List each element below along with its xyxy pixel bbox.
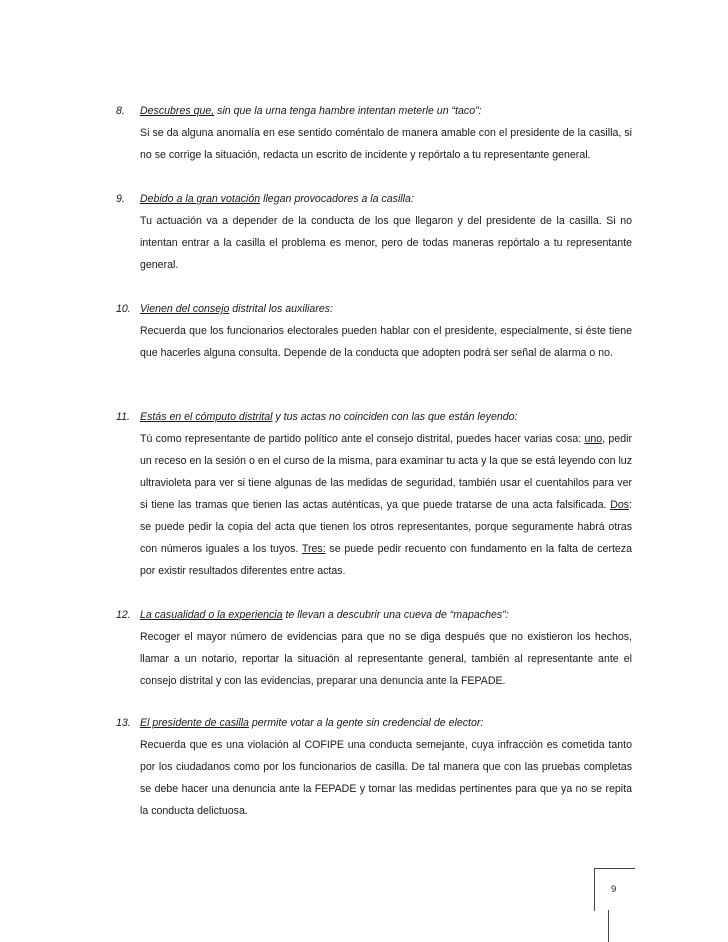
item-heading-rest: llegan provocadores a la casilla: (260, 193, 414, 205)
item-heading (116, 410, 632, 424)
item-body: Recoger el mayor número de evidencias para que no se diga después que no existieron los hechos, llamar a un notario, reportar la situación al representante general, también al representante ante el consejo distrital y con las evidencias, preparar una denuncia ante la FEPADE. (140, 631, 632, 687)
item-body (140, 428, 632, 582)
item-heading-underlined: Debido a la gran votación (140, 193, 261, 205)
item-heading (116, 104, 632, 118)
item-heading-rest: y tus actas no coinciden con las que están leyendo: (272, 411, 518, 423)
keyword-underlined: uno (584, 433, 603, 445)
item-heading (116, 302, 632, 316)
keyword-underlined: Tres: (301, 543, 326, 555)
item-number: 11. (116, 411, 130, 423)
item-heading-underlined: Estás en el cómputo distrital (140, 411, 273, 423)
list-item (116, 716, 632, 822)
item-number: 10. (116, 303, 131, 315)
body-text: se puede pedir recuento con fundamento en la falta de certeza por existir resultados diferentes entre actas. (140, 543, 632, 577)
body-text: , pedir un receso en la sesión o en el curso de la misma, para examinar tu acta y la que se está leyendo con luz ultravioleta para ver si tiene algunas de las medidas de seguridad, también usar el cuentahilos para ver si tiene las tramas que tienen las actas auténticas, ya que puede tratarse de una acta falsificada. (140, 433, 632, 511)
item-heading-underlined: Vienen del consejo (140, 303, 230, 315)
item-heading (116, 608, 632, 622)
page-number: 9 (611, 884, 617, 895)
page-number-rule (608, 910, 609, 942)
item-number: 12. (116, 609, 131, 621)
item-heading-rest: distrital los auxiliares: (229, 303, 333, 315)
body-text: : se puede pedir la copia del acta que tienen los otros representantes, porque seguramente habrá otras con números iguales a los tuyos. (140, 499, 632, 555)
item-heading (116, 716, 632, 730)
item-heading (116, 192, 632, 206)
item-heading-rest: permite votar a la gente sin credencial de elector: (248, 717, 484, 729)
item-heading-underlined: Descubres que, (140, 105, 215, 117)
item-body: Recuerda que es una violación al COFIPE una conducta semejante, cuya infracción es cometida tanto por los ciudadanos como por los funcionarios de casilla. De tal manera que con las pruebas completas se debe hacer una denuncia ante la FEPADE y tomar las medidas pertinentes para que ya no se repita la conducta delictuosa. (140, 739, 632, 817)
item-number: 9. (116, 193, 125, 205)
list-item (116, 302, 632, 364)
item-body: Tu actuación va a depender de la conducta de los que llegaron y del presidente de la casilla. Si no intentan entrar a la casilla el problema es menor, pero de todas maneras repórtalo a tu representante general. (140, 215, 632, 271)
item-number: 13. (116, 717, 131, 729)
keyword-underlined: Dos (610, 499, 630, 511)
item-heading-rest: sin que la urna tenga hambre intentan meterle un “taco”: (214, 105, 482, 117)
list-item (116, 192, 632, 276)
list-item (116, 104, 632, 166)
item-number: 8. (116, 105, 125, 117)
item-heading-rest: te llevan a descubrir una cueva de “mapaches”: (282, 609, 509, 621)
list-item (116, 608, 632, 692)
item-body: Si se da alguna anomalía en ese sentido coméntalo de manera amable con el presidente de la casilla, si no se corrige la situación, redacta un escrito de incidente y repórtalo a tu representante general. (140, 127, 632, 161)
item-body: Recuerda que los funcionarios electorales pueden hablar con el presidente, especialmente, si éste tiene que hacerles alguna consulta. Depende de la conducta que adopten podrá ser señal de alarma o no. (140, 325, 632, 359)
list-item (116, 410, 632, 582)
item-heading-underlined: La casualidad o la experiencia (140, 609, 283, 621)
body-text: Tú como representante de partido político ante el consejo distrital, puedes hacer varias cosa: (140, 433, 585, 445)
item-heading-underlined: El presidente de casilla (140, 717, 249, 729)
